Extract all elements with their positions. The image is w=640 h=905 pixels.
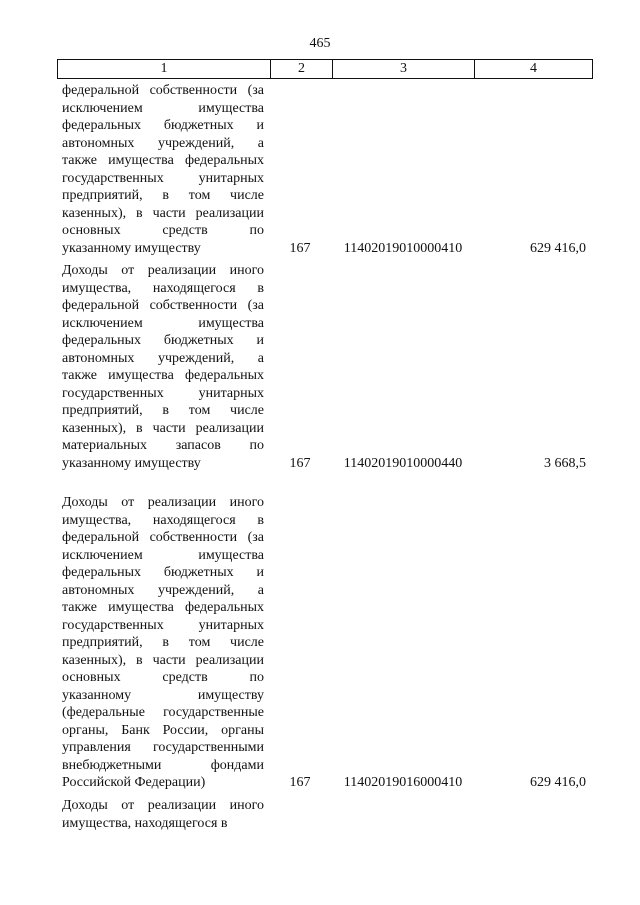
description-line: управления государственными [62, 740, 264, 755]
description-line: исключением имущества [62, 547, 264, 563]
description-line: федеральных бюджетных и [62, 565, 264, 580]
description-line: указанному имуществу [62, 687, 264, 703]
kbk-cell: 11402019010000410 [343, 240, 463, 256]
description-line: предприятий, в том числе [62, 635, 264, 650]
description-line: федеральной собственности (за [62, 83, 264, 98]
description-line: федеральной собственности (за [62, 530, 264, 545]
description-line: внебюджетными фондами [62, 757, 264, 773]
kbk-cell: 11402019010000440 [343, 455, 463, 471]
description-line: также имущества федеральных [62, 368, 264, 383]
description-line: федеральных бюджетных и [62, 333, 264, 348]
description-line: Доходы от реализации иного [62, 798, 264, 813]
table-header [57, 59, 593, 79]
description-line: указанному имуществу [62, 455, 201, 471]
description-line: имущества, находящегося в [62, 280, 264, 296]
description-line: казенных), в части реализации [62, 420, 264, 436]
description-line: государственных унитарных [62, 170, 264, 186]
description-line: автономных учреждений, а [62, 135, 264, 151]
header-col-3: 3 [332, 60, 474, 78]
header-col-2: 2 [270, 60, 332, 78]
description-line: автономных учреждений, а [62, 582, 264, 598]
description-line: федеральных бюджетных и [62, 118, 264, 133]
amount-cell: 3 668,5 [544, 455, 586, 471]
admin-code-cell: 167 [289, 775, 311, 790]
description-line: указанному имуществу [62, 240, 201, 256]
kbk-cell: 11402019016000410 [343, 775, 463, 790]
description-line: предприятий, в том числе [62, 188, 264, 203]
row-description [62, 262, 264, 472]
description-line: основных средств по [62, 670, 264, 685]
admin-code-cell: 167 [289, 455, 311, 471]
amount-cell: 629 416,0 [530, 240, 586, 256]
header-col-1: 1 [160, 61, 168, 76]
description-line: Доходы от реализации иного [62, 495, 264, 510]
description-line: казенных), в части реализации [62, 205, 264, 221]
row-description [62, 82, 264, 257]
description-line: федеральной собственности (за [62, 298, 264, 313]
description-line: предприятий, в том числе [62, 403, 264, 418]
description-line: также имущества федеральных [62, 600, 264, 615]
description-line: Доходы от реализации иного [62, 263, 264, 278]
description-line: органы, Банк России, органы [62, 722, 264, 738]
row-description [62, 494, 264, 792]
description-line: Российской Федерации) [62, 775, 206, 790]
description-line: (федеральные государственные [62, 705, 264, 720]
page-number: 465 [309, 36, 331, 51]
description-line: автономных учреждений, а [62, 350, 264, 366]
header-col-4: 4 [474, 60, 592, 78]
description-line: имущества, находящегося в [62, 815, 228, 831]
description-line: государственных унитарных [62, 617, 264, 633]
amount-cell: 629 416,0 [530, 775, 586, 790]
description-line: государственных унитарных [62, 385, 264, 401]
description-line: также имущества федеральных [62, 153, 264, 168]
description-line: исключением имущества [62, 100, 264, 116]
description-line: исключением имущества [62, 315, 264, 331]
description-line: основных средств по [62, 223, 264, 238]
admin-code-cell: 167 [289, 240, 311, 256]
row-description [62, 797, 264, 832]
description-line: казенных), в части реализации [62, 652, 264, 668]
description-line: материальных запасов по [62, 438, 264, 453]
description-line: имущества, находящегося в [62, 512, 264, 528]
